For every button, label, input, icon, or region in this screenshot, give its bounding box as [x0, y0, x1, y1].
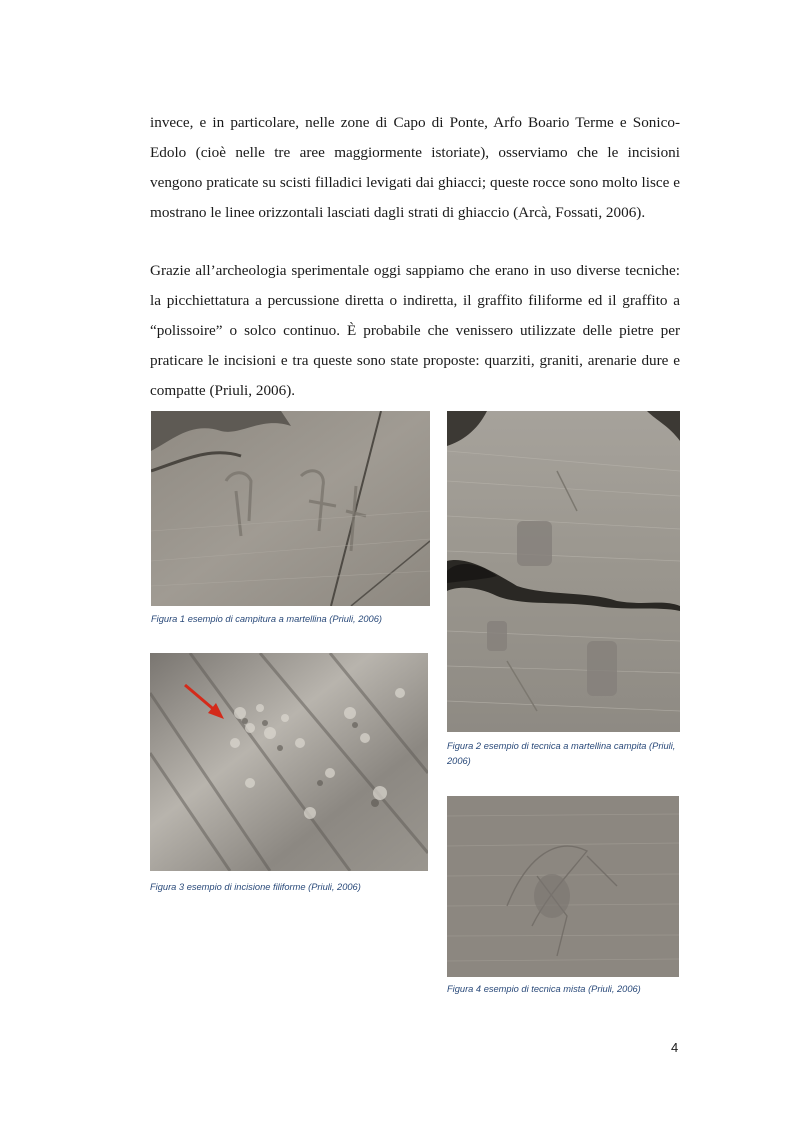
body-paragraph-2: Grazie all’archeologia sperimentale oggi sappiamo che erano in uso diverse tecniche: la picchiettatura a percussione diretta o indiretta, il graffito filiforme ed il graffito a “polissoire” o solco continuo. È probabile che venissero utilizzate delle pietre per praticare le incisioni e tra queste sono state proposte: quarziti, graniti, arenarie dure e compatte (Priuli, 2006). [150, 262, 680, 399]
figure-1-caption: Figura 1 esempio di campitura a martellina (Priuli, 2006) [151, 614, 382, 624]
figure-4-rock-photo [447, 796, 679, 977]
body-paragraph-1: invece, e in particolare, nelle zone di Capo di Ponte, Arfo Boario Terme e Sonico-Edolo (cioè nelle tre aree maggiormente istoriate), osserviamo che le incisioni vengono praticate su scisti filladici levigati dai ghiacci; queste rocce sono molto lisce e mostrano le linee orizzontali lasciati dagli strati di ghiaccio (Arcà, Fossati, 2006). [150, 114, 680, 221]
page-number: 4 [671, 1040, 679, 1055]
figure-3-rock-photo [150, 653, 428, 871]
figure-4-caption: Figura 4 esempio di tecnica mista (Priuli, 2006) [447, 984, 641, 994]
figure-3-caption: Figura 3 esempio di incisione filiforme (Priuli, 2006) [150, 882, 361, 892]
figure-2-caption: Figura 2 esempio di tecnica a martellina campita (Priuli, 2006) [447, 741, 676, 766]
figure-2-rock-photo [447, 411, 680, 732]
figure-1-rock-photo [151, 411, 430, 606]
